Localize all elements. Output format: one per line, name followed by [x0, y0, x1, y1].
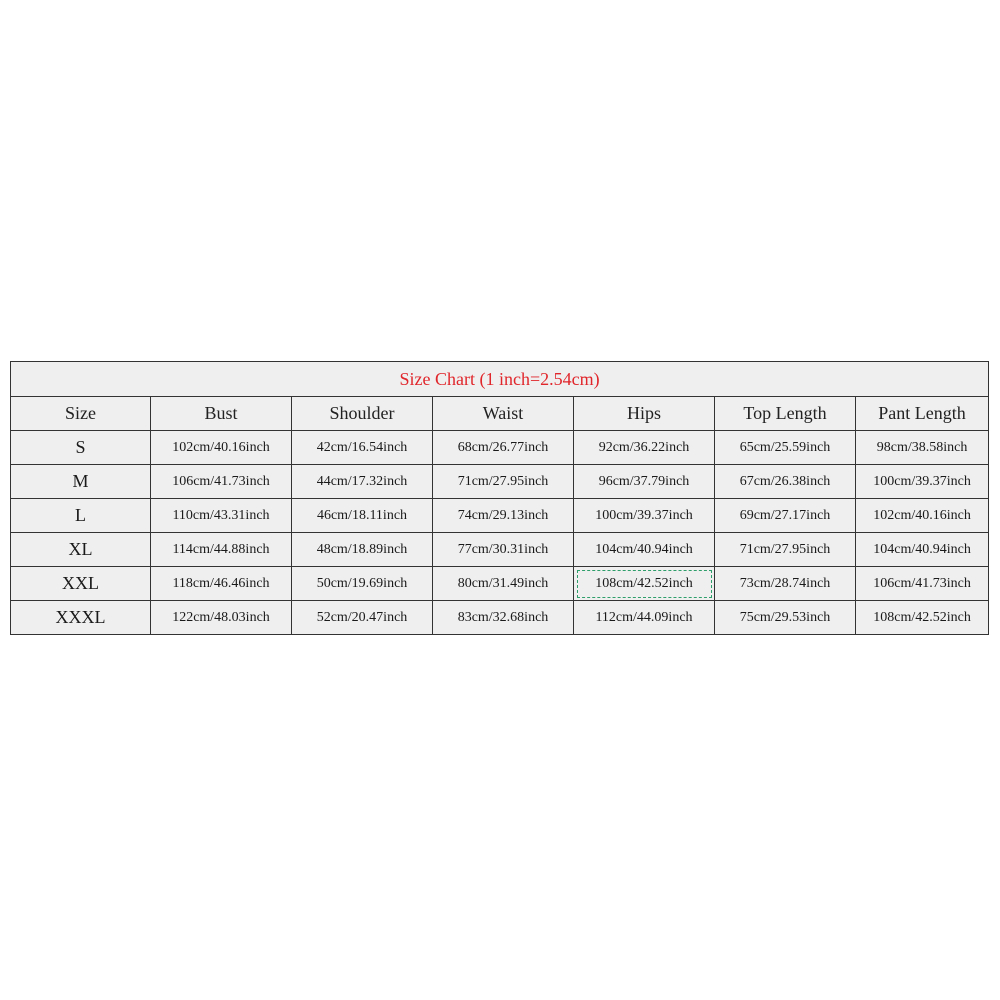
pant-length-cell: 102cm/40.16inch: [856, 499, 989, 533]
header-shoulder: Shoulder: [292, 397, 433, 431]
shoulder-cell: 52cm/20.47inch: [292, 601, 433, 635]
top-length-cell: 65cm/25.59inch: [715, 431, 856, 465]
table-row: [11, 567, 989, 601]
bust-cell: 122cm/48.03inch: [151, 601, 292, 635]
header-hips: Hips: [574, 397, 715, 431]
table-row: [11, 601, 989, 635]
shoulder-cell: 48cm/18.89inch: [292, 533, 433, 567]
hips-cell: 112cm/44.09inch: [574, 601, 715, 635]
shoulder-cell: 42cm/16.54inch: [292, 431, 433, 465]
hips-cell: 100cm/39.37inch: [574, 499, 715, 533]
bust-cell: 114cm/44.88inch: [151, 533, 292, 567]
shoulder-cell: 46cm/18.11inch: [292, 499, 433, 533]
bust-cell: 106cm/41.73inch: [151, 465, 292, 499]
bust-cell: 102cm/40.16inch: [151, 431, 292, 465]
size-cell: M: [11, 465, 151, 499]
waist-cell: 74cm/29.13inch: [433, 499, 574, 533]
table-row: [11, 533, 989, 567]
top-length-cell: 71cm/27.95inch: [715, 533, 856, 567]
top-length-cell: 67cm/26.38inch: [715, 465, 856, 499]
waist-cell: 77cm/30.31inch: [433, 533, 574, 567]
size-cell: L: [11, 499, 151, 533]
header-waist: Waist: [433, 397, 574, 431]
pant-length-cell: 104cm/40.94inch: [856, 533, 989, 567]
header-size: Size: [11, 397, 151, 431]
waist-cell: 71cm/27.95inch: [433, 465, 574, 499]
shoulder-cell: 50cm/19.69inch: [292, 567, 433, 601]
size-cell: XXXL: [11, 601, 151, 635]
hips-cell-selected: 108cm/42.52inch: [574, 567, 715, 601]
top-length-cell: 69cm/27.17inch: [715, 499, 856, 533]
size-chart-table: [10, 361, 989, 635]
table-row: [11, 499, 989, 533]
top-length-cell: 73cm/28.74inch: [715, 567, 856, 601]
table-row: [11, 465, 989, 499]
shoulder-cell: 44cm/17.32inch: [292, 465, 433, 499]
header-top-length: Top Length: [715, 397, 856, 431]
size-cell: XL: [11, 533, 151, 567]
header-bust: Bust: [151, 397, 292, 431]
title-row: [11, 362, 989, 397]
size-cell: S: [11, 431, 151, 465]
waist-cell: 68cm/26.77inch: [433, 431, 574, 465]
top-length-cell: 75cm/29.53inch: [715, 601, 856, 635]
pant-length-cell: 100cm/39.37inch: [856, 465, 989, 499]
chart-title: Size Chart (1 inch=2.54cm): [11, 362, 989, 397]
header-pant-length: Pant Length: [856, 397, 989, 431]
hips-cell: 92cm/36.22inch: [574, 431, 715, 465]
bust-cell: 118cm/46.46inch: [151, 567, 292, 601]
table-row: [11, 431, 989, 465]
pant-length-cell: 106cm/41.73inch: [856, 567, 989, 601]
hips-cell: 104cm/40.94inch: [574, 533, 715, 567]
size-cell: XXL: [11, 567, 151, 601]
waist-cell: 83cm/32.68inch: [433, 601, 574, 635]
hips-cell: 96cm/37.79inch: [574, 465, 715, 499]
waist-cell: 80cm/31.49inch: [433, 567, 574, 601]
bust-cell: 110cm/43.31inch: [151, 499, 292, 533]
pant-length-cell: 108cm/42.52inch: [856, 601, 989, 635]
pant-length-cell: 98cm/38.58inch: [856, 431, 989, 465]
header-row: [11, 397, 989, 431]
